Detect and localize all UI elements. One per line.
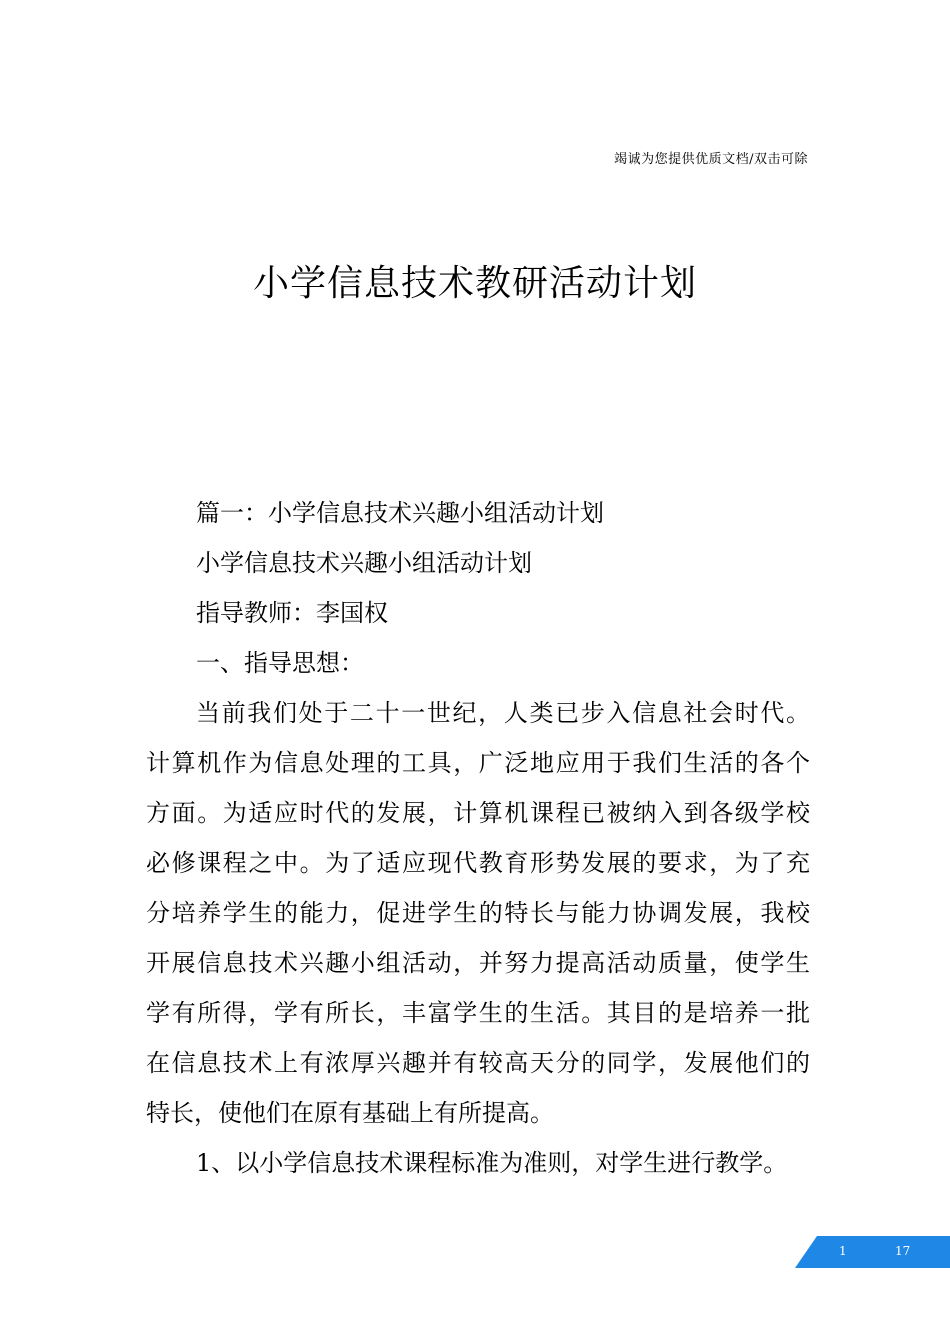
paragraph-line: 分培养学生的能力，促进学生的特长与能力协调发展，我校 [146, 899, 810, 927]
paragraph-line: 方面。为适应时代的发展，计算机课程已被纳入到各级学校 [146, 799, 810, 827]
paragraph-line: 开展信息技术兴趣小组活动，并努力提高活动质量，使学生 [146, 949, 810, 977]
current-page-number: 1 [839, 1244, 847, 1258]
document-title: 小学信息技术教研活动计划 [252, 263, 697, 304]
document-body [146, 488, 810, 1188]
page-indicator-background [795, 1236, 950, 1268]
paragraph-line: 计算机作为信息处理的工具，广泛地应用于我们生活的各个 [146, 749, 810, 777]
section-title: 一、指导思想： [196, 649, 364, 677]
list-item: 1、以小学信息技术课程标准为准则，对学生进行教学。 [196, 1149, 788, 1177]
paragraph-line: 在信息技术上有浓厚兴趣并有较高天分的同学，发展他们的 [146, 1049, 810, 1077]
chapter-heading: 篇一：小学信息技术兴趣小组活动计划 [196, 499, 604, 527]
paragraph-line: 特长，使他们在原有基础上有所提高。 [146, 1099, 554, 1127]
paragraph-line: 学有所得，学有所长，丰富学生的生活。其目的是培养一批 [146, 999, 810, 1027]
paragraph-line: 当前我们处于二十一世纪，人类已步入信息社会时代。 [196, 699, 810, 727]
total-pages-number: 17 [895, 1244, 911, 1258]
header-note: 竭诚为您提供优质文档/双击可除 [614, 152, 808, 167]
teacher-line: 指导教师：李国权 [196, 599, 388, 627]
page-indicator [795, 1236, 950, 1268]
paragraph-line: 必修课程之中。为了适应现代教育形势发展的要求，为了充 [146, 849, 810, 877]
section-heading: 小学信息技术兴趣小组活动计划 [196, 549, 532, 577]
